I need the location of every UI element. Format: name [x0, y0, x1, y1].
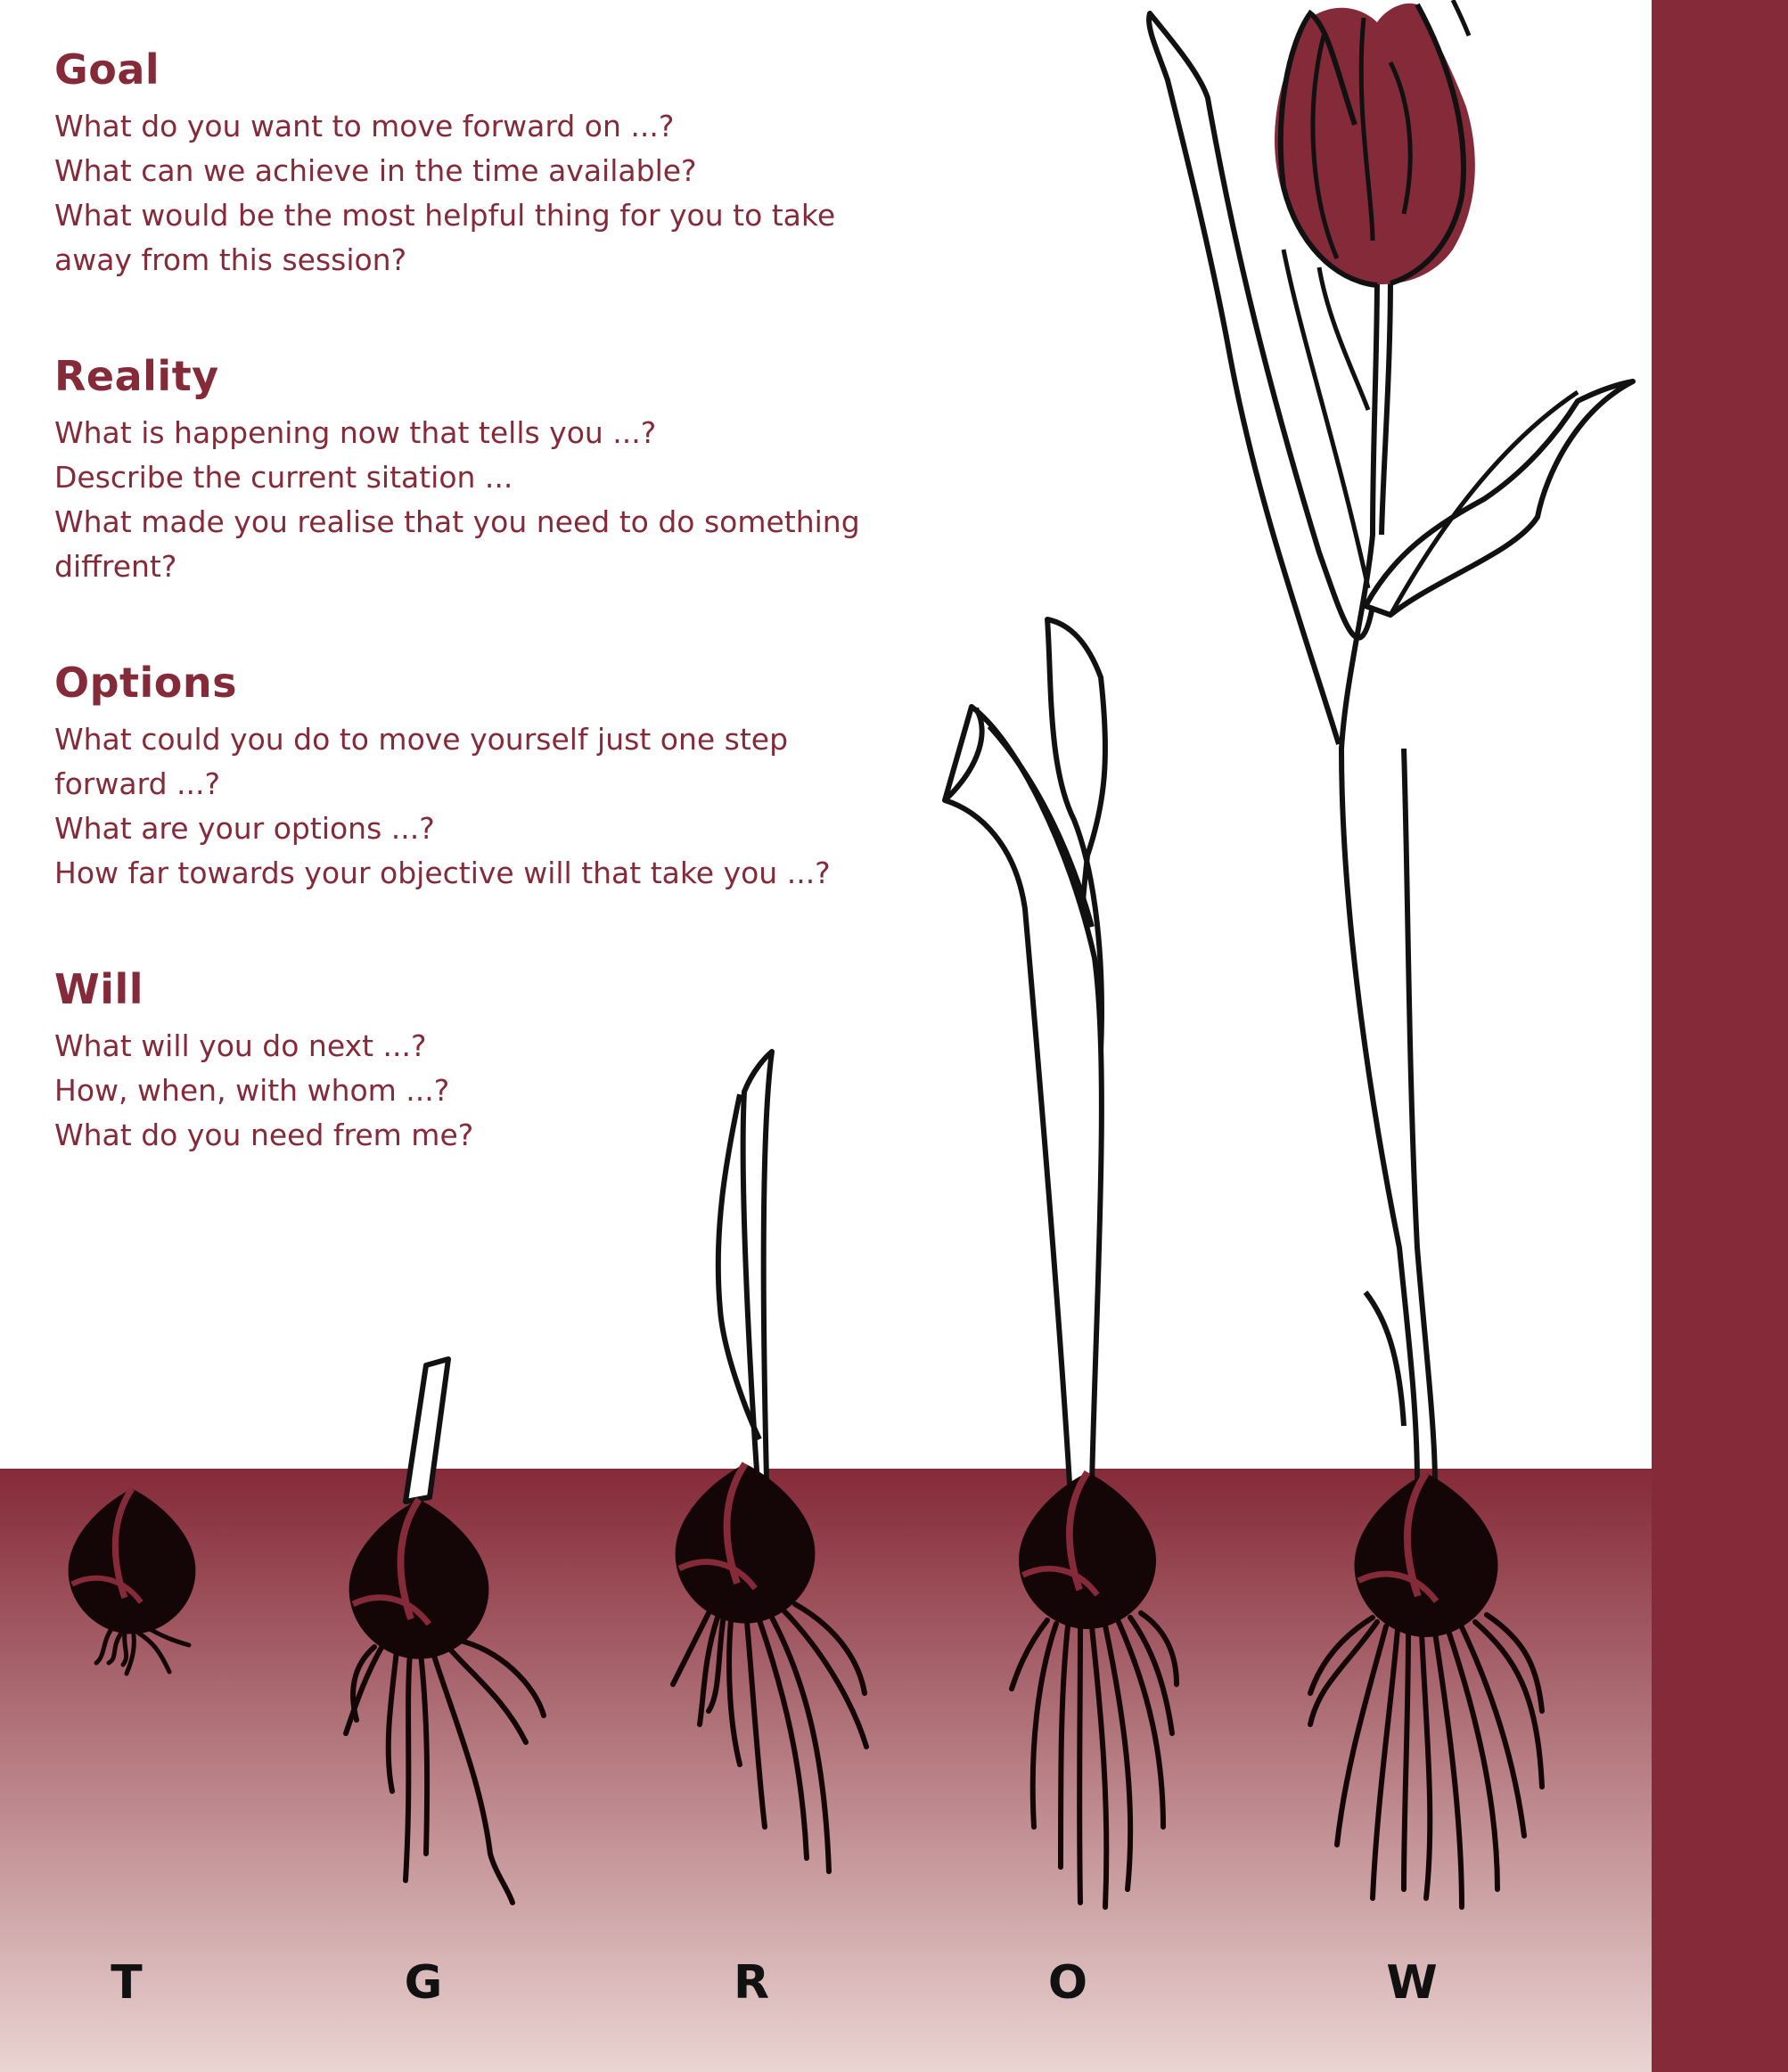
- question-line: What do you want to move forward on ...?: [54, 109, 675, 143]
- question-line: forward ...?: [54, 766, 220, 801]
- goal-section: [54, 40, 901, 283]
- question-line: What is happening now that tells you ...?: [54, 415, 657, 450]
- question-line: What could you do to move yourself just one step: [54, 722, 789, 757]
- question-line: How far towards your objective will that take you ...?: [54, 856, 831, 890]
- letter-t: T: [111, 1956, 143, 2010]
- options-heading: Options: [54, 659, 238, 707]
- goal-heading: Goal: [54, 45, 160, 94]
- question-line: away from this session?: [54, 242, 407, 277]
- reality-heading: Reality: [54, 352, 219, 400]
- question-line: What are your options ...?: [54, 811, 435, 846]
- grow-questions: [54, 40, 901, 1222]
- letter-g: G: [404, 1956, 443, 2010]
- letter-o: O: [1047, 1956, 1088, 2010]
- question-line: What can we achieve in the time available?: [54, 153, 697, 188]
- question-line: diffrent?: [54, 549, 177, 584]
- letter-r: R: [733, 1956, 770, 2010]
- question-line: What would be the most helpful thing for you to take: [54, 198, 836, 233]
- question-line: What do you need frem me?: [54, 1118, 474, 1152]
- options-section: [54, 653, 901, 896]
- reality-section: [54, 347, 901, 589]
- will-section: [54, 960, 901, 1158]
- question-line: What will you do next ...?: [54, 1028, 427, 1063]
- will-heading: Will: [54, 965, 144, 1013]
- question-line: How, when, with whom ...?: [54, 1073, 450, 1108]
- side-band: [1652, 0, 1788, 2072]
- question-line: What made you realise that you need to do something: [54, 504, 860, 539]
- letter-w: W: [1386, 1956, 1438, 2010]
- question-line: Describe the current sitation ...: [54, 460, 513, 495]
